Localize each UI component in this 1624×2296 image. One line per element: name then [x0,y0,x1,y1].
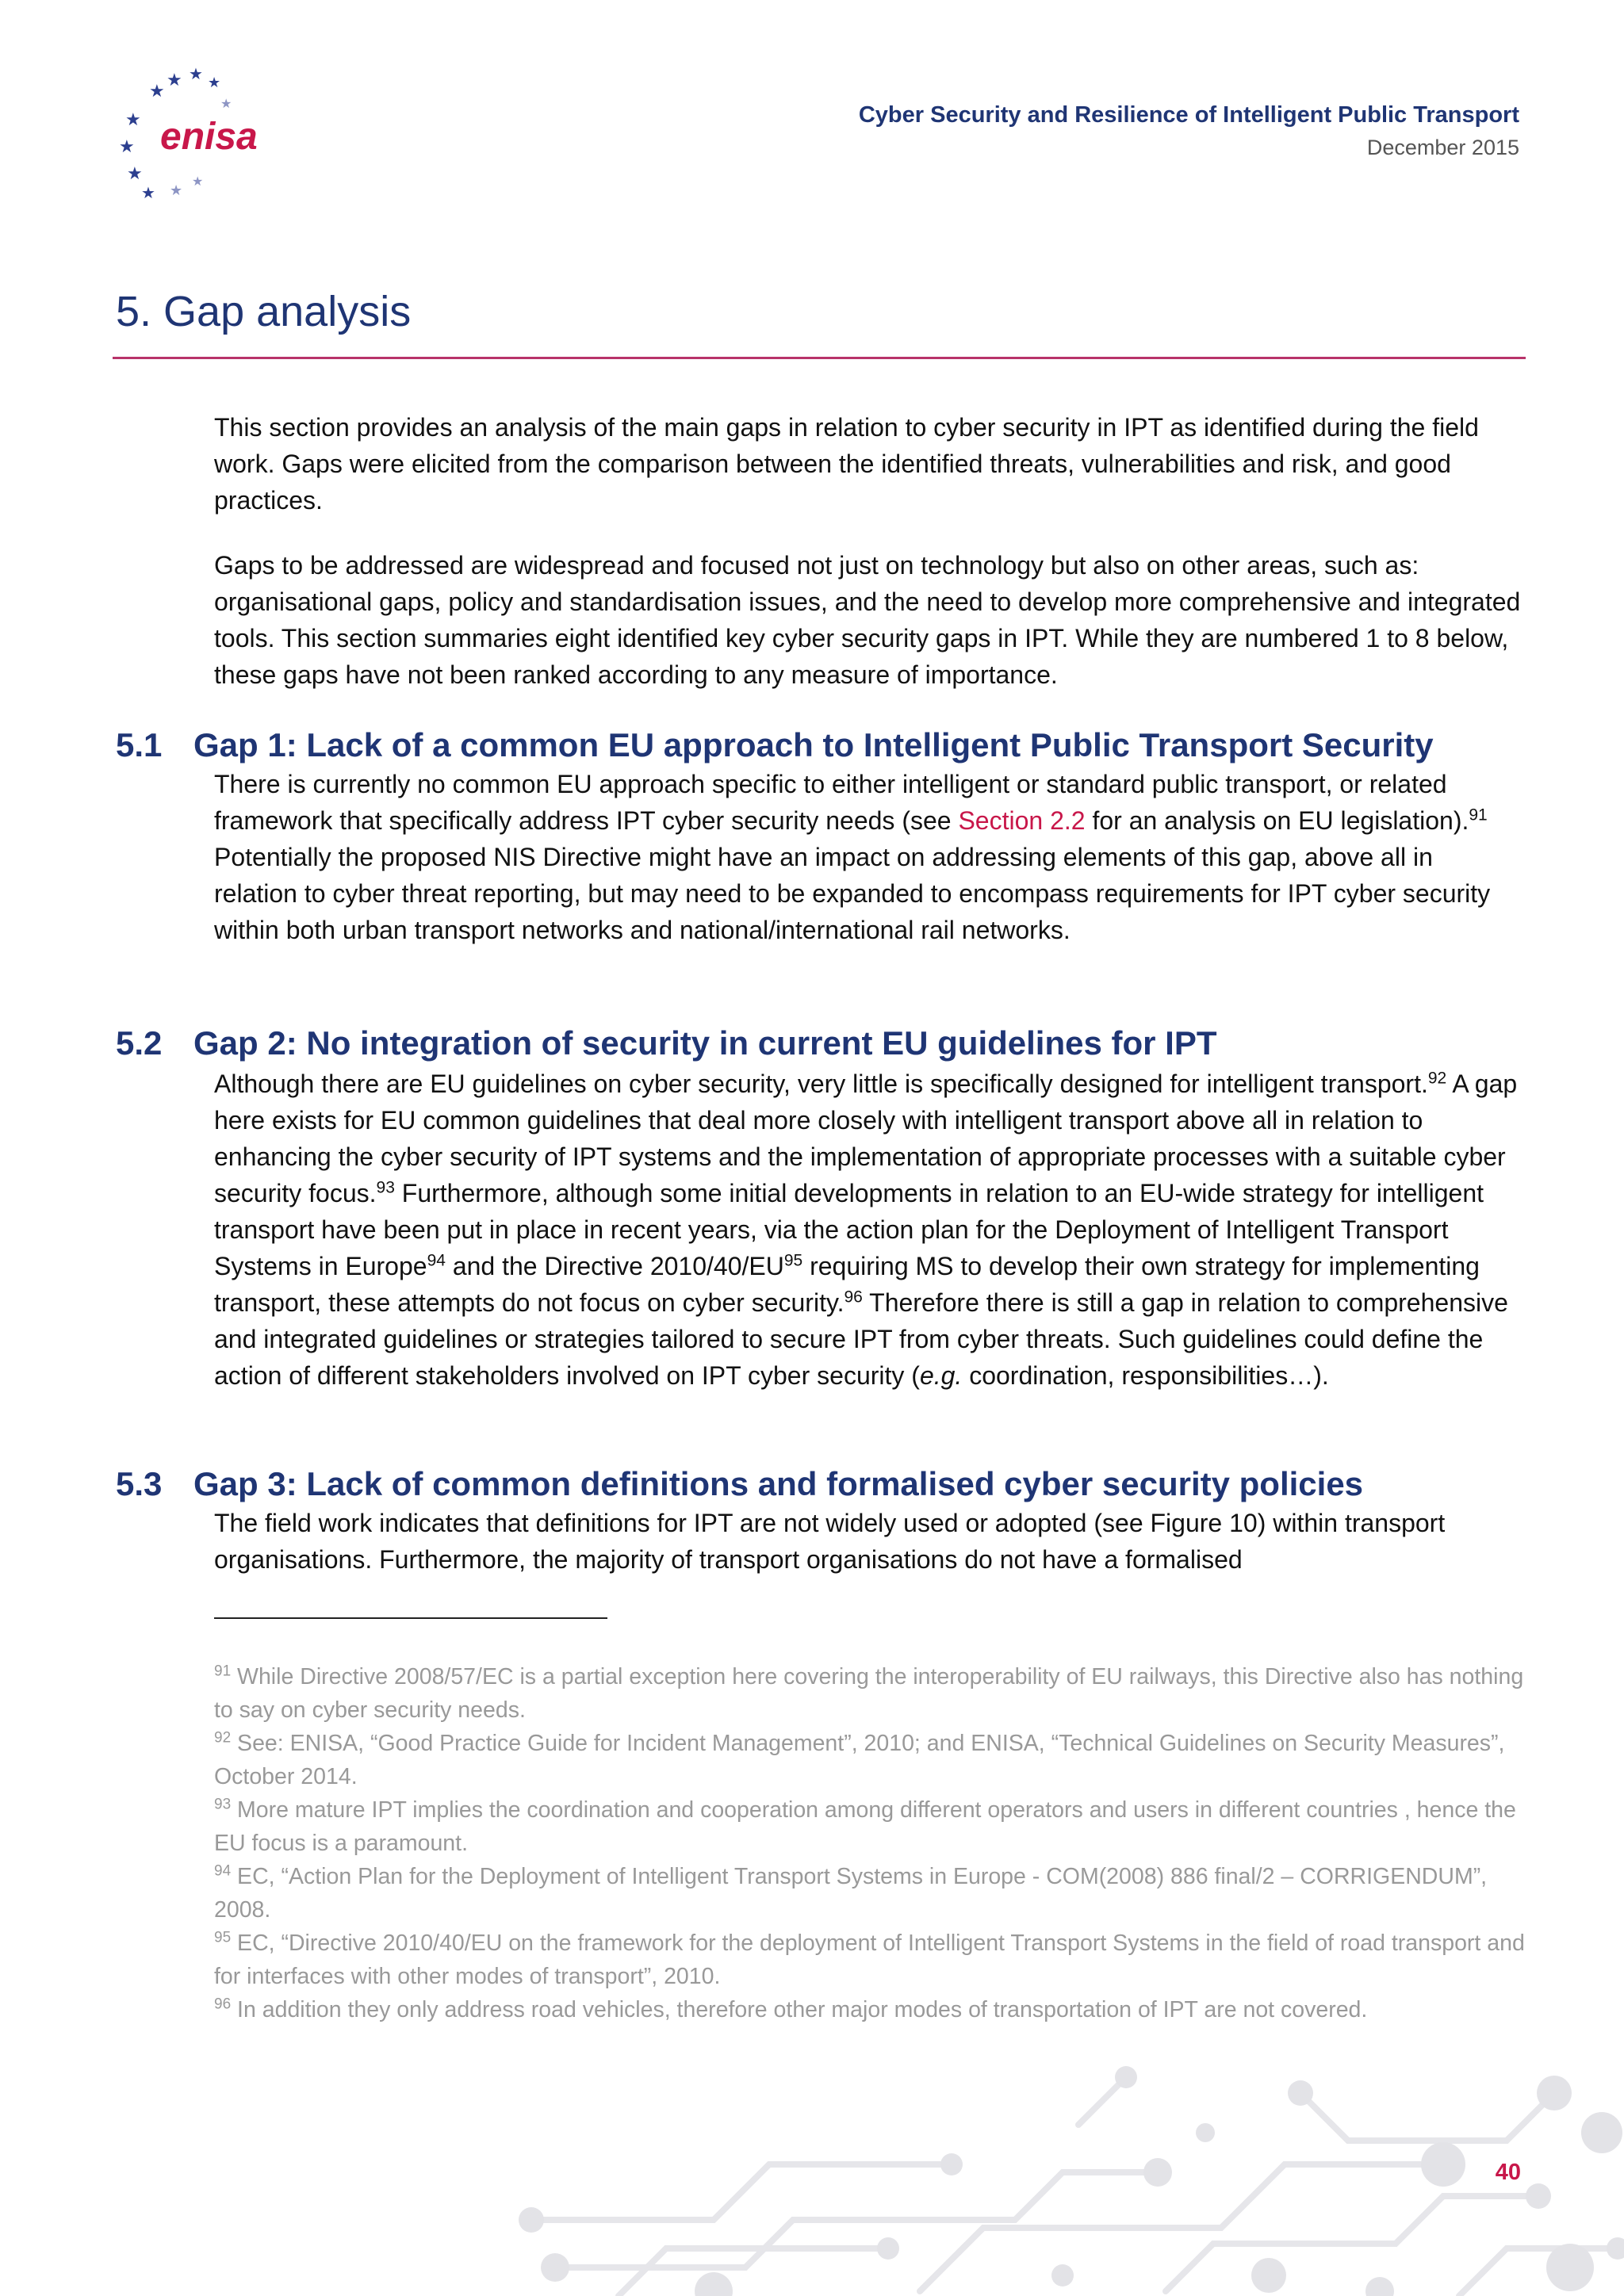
svg-text:★: ★ [149,81,165,101]
section-divider [113,357,1526,359]
subsection-number: 5.3 [116,1465,163,1502]
gap2-paragraph: Although there are EU guidelines on cyber security, very little is specifically designed for intelligent transport.$^{92}$ A gap here exists for EU common guidelines that deal more closely with intelligent transport above all in relation to enhancing the cyber security of IPT systems and the implementation of appropriate processes with a suitable cyber security focus.$^{93}$ Furthermore, although some initial developments in relation to an EU-wide strategy for intelligent transport have been put in place in recent years, via the action plan for the Deployment of Intelligent Transport Systems in Europe$^{94}$ and the Directive 2010/40/EU$^{95}$ requiring MS to develop their own strategy for implementing transport, these attempts do not focus on cyber security.$^{96}$ Therefore there is still a gap in relation to comprehensive and integrated guidelines or strategies tailored to secure IPT from cyber threats. Such guidelines could define the action of different stakeholders involved on IPT cyber security (e.g. coordination, responsibilities…). [214,1069,1518,1390]
subsection-heading-5-1 [116,723,1434,767]
logo-star-icon: ★ [167,70,182,90]
footnote-ref-92[interactable]: 92 [1427,1069,1447,1088]
running-header [859,98,1519,163]
footnote-ref-94[interactable]: 94 [427,1251,446,1270]
enisa-logo [113,67,271,206]
subsection-number: 5.2 [116,1024,163,1062]
circuit-pattern-icon [508,2061,1624,2296]
gap1-paragraph: There is currently no common EU approach specific to either intelligent or standard public transport, or related framework that specifically address IPT cyber security needs (see Section 2.2 for an analysis on EU legislation).$^{91}$ Potentially the proposed NIS Directive might have an impact on addressing elements of this gap, above all in relation to cyber threat reporting, but may need to be expanded to encompass requirements for IPT cyber security within both urban transport networks and national/international rail networks. [214,770,1491,944]
intro-paragraph-2: Gaps to be addressed are widespread and focused not just on technology but also on other areas, such as: organisational gaps, policy and standardisation issues, and the need to develop more comprehensive and integrated tools. This section summaries eight identified key cyber security gaps in IPT. While they are numbered 1 to 8 below, these gaps have not been ranked according to any measure of importance. [214,551,1521,689]
svg-text:★: ★ [192,175,204,189]
subsection-title: Gap 2: No integration of security in current EU guidelines for IPT [193,1024,1217,1062]
footnote-ref-95[interactable]: 95 [783,1251,803,1270]
gap3-paragraph: The field work indicates that definitions for IPT are not widely used or adopted (see Figure 10) within transport organisations. Furthermore, the majority of transport organisations do not have a formalised [214,1509,1446,1574]
footnote-94: $^{94}$ EC, “Action Plan for the Deployment of Intelligent Transport Systems in Europe - COM(2008) 886 final/2 – CORRIGENDUM”, 2008. [214,1862,1488,1923]
svg-text:★: ★ [189,67,203,83]
footnote-separator [214,1617,607,1619]
subsection-title: Gap 3: Lack of common definitions and formalised cyber security policies [193,1465,1364,1502]
subsection-heading-5-2 [116,1021,1217,1066]
logo-text: enisa [160,116,258,158]
section-title: 5. Gap analysis [116,288,412,335]
svg-text:★: ★ [119,136,135,156]
intro-paragraph-1: This section provides an analysis of the main gaps in relation to cyber security in IPT as identified during the field work. Gaps were elicited from the comparison between the identified threats, vulnerabilities and risk, and good practices. [214,413,1479,515]
footnote-ref-96[interactable]: 96 [844,1288,863,1307]
svg-text:★: ★ [125,109,141,129]
footnote-95: $^{95}$ EC, “Directive 2010/40/EU on the framework for the deployment of Intelligent Transport Systems in the field of road transport and for interfaces with other modes of transport”, 2010. [214,1929,1525,1989]
subsection-number: 5.1 [116,726,163,763]
subsection-title: Gap 1: Lack of a common EU approach to Intelligent Public Transport Security [193,726,1434,763]
subsection-heading-5-3 [116,1462,1363,1506]
section-2-2-link[interactable]: Section 2.2 [958,806,1086,835]
footnote-92: $^{92}$ See: ENISA, “Good Practice Guide for Incident Management”, 2010; and ENISA, “Technical Guidelines on Security Measures”, October 2014. [214,1729,1505,1789]
footnote-91: $^{91}$ While Directive 2008/57/EC is a partial exception here covering the interoperability of EU railways, this Directive also has nothing to say on cyber security needs. [214,1663,1524,1723]
svg-text:★: ★ [208,75,221,90]
svg-text:★: ★ [127,163,143,183]
page-number: 40 [1495,2160,1521,2185]
svg-text:★: ★ [141,185,155,202]
footnotes [214,1660,1530,2026]
document-title: Cyber Security and Resilience of Intelligent Public Transport [858,102,1519,128]
document-date: December 2015 [1366,136,1519,159]
footnote-ref-93[interactable]: 93 [376,1178,395,1197]
svg-text:★: ★ [170,182,183,198]
footnote-ref-91[interactable]: 91 [1469,806,1488,825]
svg-text:★: ★ [220,98,232,111]
footnote-96: $^{96}$ In addition they only address road vehicles, therefore other major modes of transportation of IPT are not covered. [214,1996,1368,2022]
footnote-93: $^{93}$ More mature IPT implies the coordination and cooperation among different operators and users in different countries , hence the EU focus is a paramount. [214,1796,1516,1856]
